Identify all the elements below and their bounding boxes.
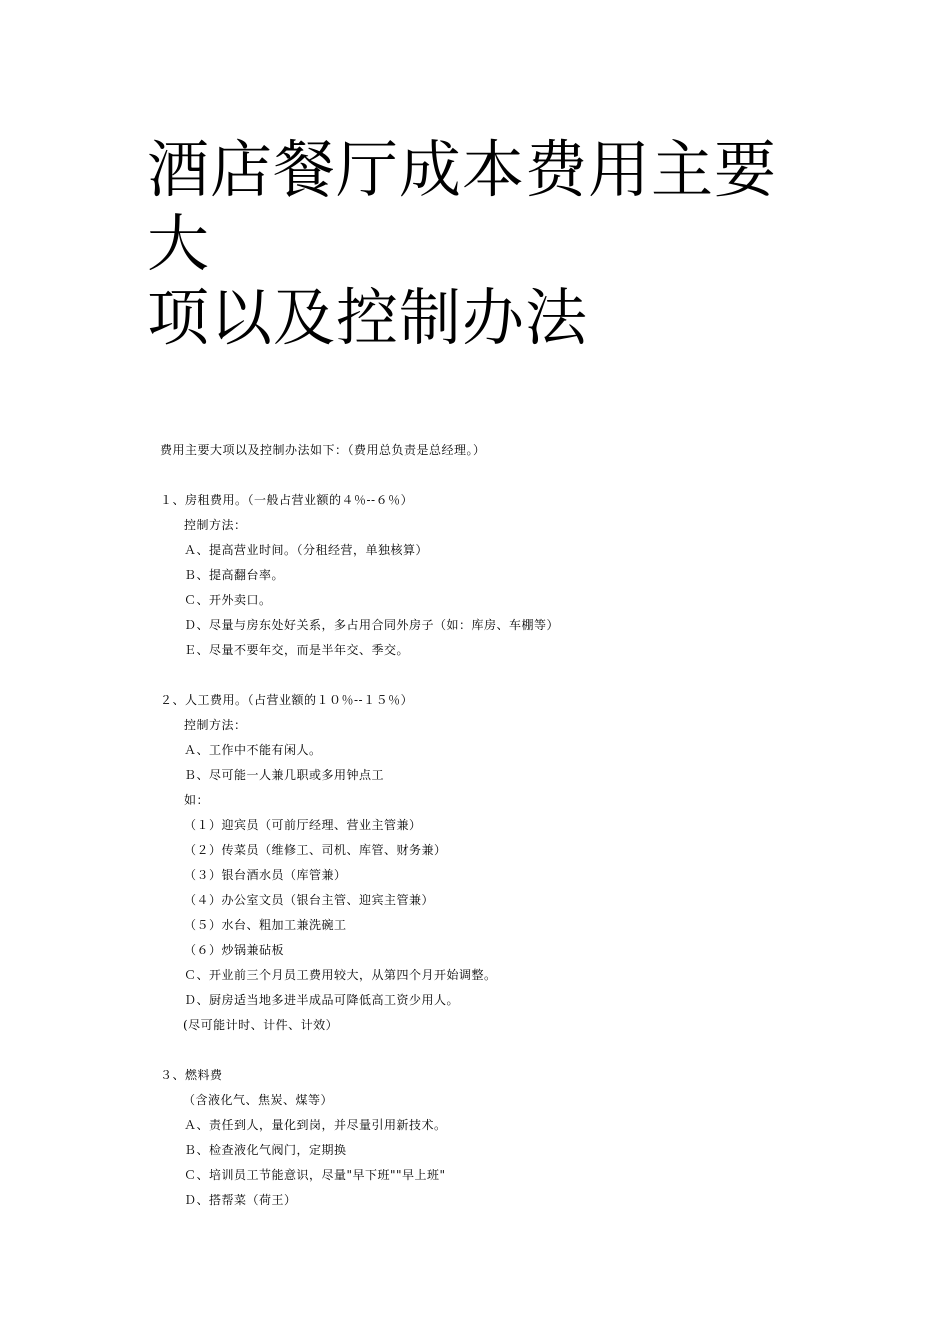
- document-body: [160, 440, 860, 1215]
- list-item: Ｃ、开业前三个月员工费用较大，从第四个月开始调整。: [184, 968, 497, 982]
- list-item: Ｄ、厨房适当地多进半成品可降低高工资少用人。: [184, 993, 460, 1007]
- list-item: Ａ、责任到人，量化到岗，并尽量引用新技术。: [184, 1118, 447, 1132]
- title-line-2: 项以及控制办法: [147, 281, 589, 354]
- list-item: Ｃ、开外卖口。: [184, 593, 272, 607]
- intro-paragraph: 费用主要大项以及控制办法如下：（费用总负责是总经理。）: [160, 443, 486, 457]
- list-item: （１）迎宾员（可前厅经理、营业主管兼）: [184, 818, 422, 832]
- list-item: Ｄ、尽量与房东处好关系，多占用合同外房子（如：库房、车棚等）: [184, 618, 560, 632]
- list-item: Ｂ、检查液化气阀门，定期换: [184, 1143, 347, 1157]
- section-fuel-note: （含液化气、焦炭、煤等）: [183, 1093, 334, 1107]
- list-item: （３）银台酒水员（库管兼）: [184, 868, 347, 882]
- title-line-1: 酒店餐厅成本费用主要大: [147, 133, 778, 280]
- list-item: Ｂ、尽可能一人兼几职或多用钟点工: [184, 768, 385, 782]
- list-item: （２）传菜员（维修工、司机、库管、财务兼）: [184, 843, 447, 857]
- section-rent-heading: １、房租费用。（一般占营业额的４％--６％）: [160, 493, 414, 507]
- list-item: Ｄ、搭帮菜（荷王）: [184, 1193, 297, 1207]
- list-item: （６）炒锅兼砧板: [184, 943, 285, 957]
- list-item: (尽可能计时、计件、计效）: [183, 1018, 339, 1032]
- spacer: [160, 665, 860, 690]
- section-rent-method-label: 控制方法：: [184, 518, 247, 532]
- page-title: [147, 133, 807, 355]
- spacer: [160, 465, 860, 490]
- list-item: Ａ、工作中不能有闲人。: [184, 743, 322, 757]
- list-item: 如：: [184, 793, 210, 807]
- spacer: [160, 1040, 860, 1065]
- section-labor-heading: ２、人工费用。（占营业额的１０％--１５％）: [160, 693, 414, 707]
- list-item: （５）水台、粗加工兼洗碗工: [184, 918, 347, 932]
- list-item: Ｂ、提高翻台率。: [184, 568, 285, 582]
- section-labor-method-label: 控制方法：: [184, 718, 247, 732]
- list-item: （４）办公室文员（银台主管、迎宾主管兼）: [184, 893, 435, 907]
- list-item: Ａ、提高营业时间。（分租经营，单独核算）: [184, 543, 429, 557]
- list-item: Ｃ、培训员工节能意识，尽量"早下班""早上班": [184, 1168, 446, 1182]
- section-fuel-heading: ３、燃料费: [160, 1068, 223, 1082]
- list-item: Ｅ、尽量不要年交，而是半年交、季交。: [184, 643, 410, 657]
